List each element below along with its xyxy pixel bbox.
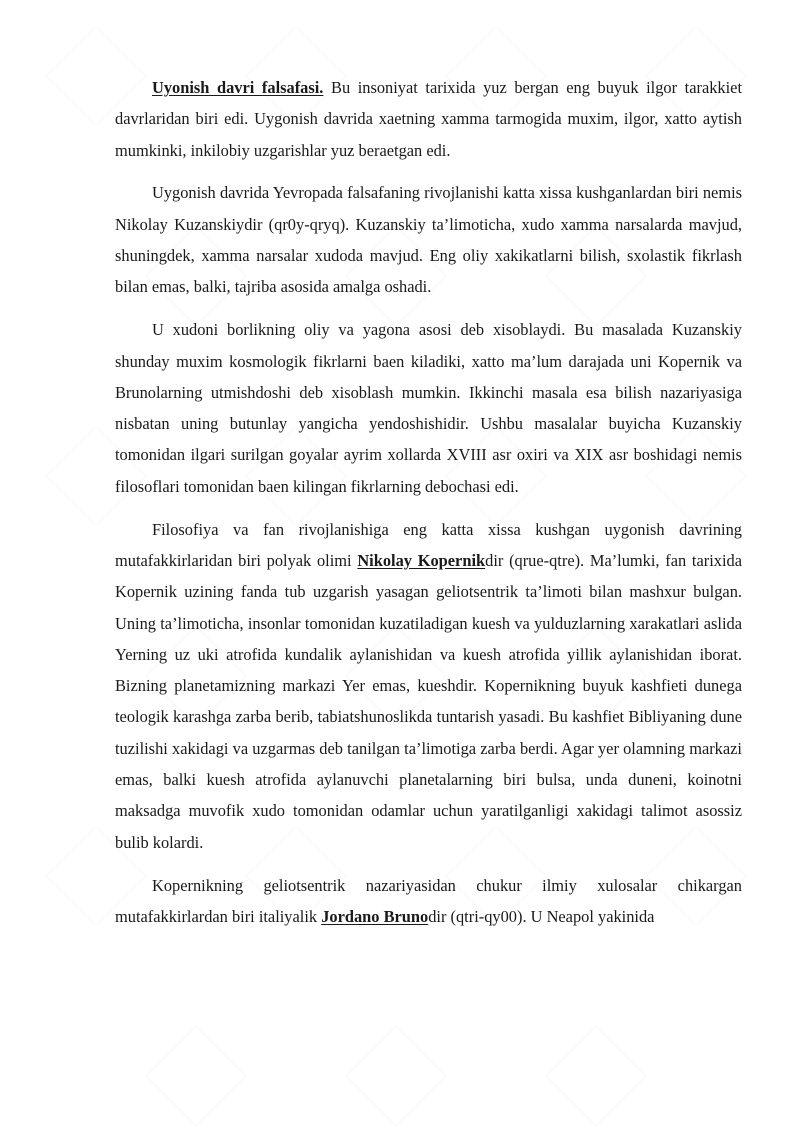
name-kopernik: Nikolay Kopernik <box>357 550 486 570</box>
paragraph-3: U xudoni borlikning oliy va yagona asosi deb xisoblaydi. Bu masalada Kuzanskiy shunday muxim kosmologik fikrlarni baen kiladiki, xatto ma’lum darajada uni Kopernik va Brunolarning utmishdoshi deb xisoblash mumkin. Ikkinchi masala esa bilish nazariyasiga nisbatan uning butunlay yangicha yendoshishidir. Ushbu masalalar buyicha Kuzanskiy tomonidan ilgari surilgan goyalar ayrim xollarda XVIII asr oxiri va XIX asr boshidagi nemis filosoflari tomonidan baen kilingan fikrlarning debochasi edi. <box>115 320 742 496</box>
paragraph-5-text-after: dir (qtri-qy00). U Neapol yakinida <box>428 906 655 926</box>
section-heading: Uyonish davri falsafasi. <box>152 78 324 97</box>
paragraph-1-text: Bu insoniyat tarixida yuz bergan eng buyuk ilgor tarakkiet davrlaridan biri edi. Uygonish davrida xaetning xamma tarmogida muxim, ilgor, xatto aytish mumkinki, inkilobiy uzgarishlar yuz beraetgan edi. <box>115 78 743 160</box>
paragraph-4-text-after: dir (qrue-qtre). Ma’lumki, fan tarixida Kopernik uzining fanda tub uzgarish yasagan geliotsentrik ta’limoti bilan mashxur bulgan. Uning ta’limoticha, insonlar tomonidan kuzatiladigan kuesh va yulduzlarning xarakatlari aslida Yerning uz uki atrofida kundalik aylanishidan va kuesh atrofida yillik aylanishidan iborat. Bizning planetamizning markazi Yer emas, kueshdir. Kopernikning buyuk kashfieti dunega teologik karashga zarba berib, tabiatshunoslikda tuntarish yasadi. Bu kashfiet Bibliyaning dune tuzilishi xakidagi va uzgarmas deb tanilgan ta’limotiga zarba berdi. Agar yer olamning markazi emas, balki kuesh atrofida aylanuvchi planetalarning biri bulsa, unda duneni, koinotni maksadga muvofik xudo tomonidan odamlar uchun yaratilganligi xakidagi talimot asossiz bulib kolardi. <box>115 550 742 852</box>
name-bruno: Jordano Bruno <box>321 906 429 926</box>
paragraph-2: Uygonish davrida Yevropada falsafaning rivojlanishi katta xissa kushganlardan biri nemis Nikolay Kuzanskiydir (qr0y-qryq). Kuzanskiy ta’limoticha, xudo xamma narsalarda mavjud, shuningdek, xamma narsalar xudoda mavjud. Eng oliy xakikatlarni bilish, sxolastik fikrlash bilan emas, balki, tajriba asosida amalga oshadi. <box>115 183 742 297</box>
paragraph-4 <box>115 514 742 858</box>
paragraph-1 <box>115 72 742 166</box>
paragraph-5 <box>115 870 742 933</box>
paragraph-5-text-before: Kopernikning geliotsentrik nazariyasidan chukur ilmiy xulosalar chikargan mutafakkirlardan biri italiyalik <box>115 875 742 926</box>
paragraph-4-text-before: Filosofiya va fan rivojlanishiga eng katta xissa kushgan uygonish davrining mutafakkirlaridan biri polyak olimi <box>115 519 742 570</box>
document-body <box>115 72 742 944</box>
